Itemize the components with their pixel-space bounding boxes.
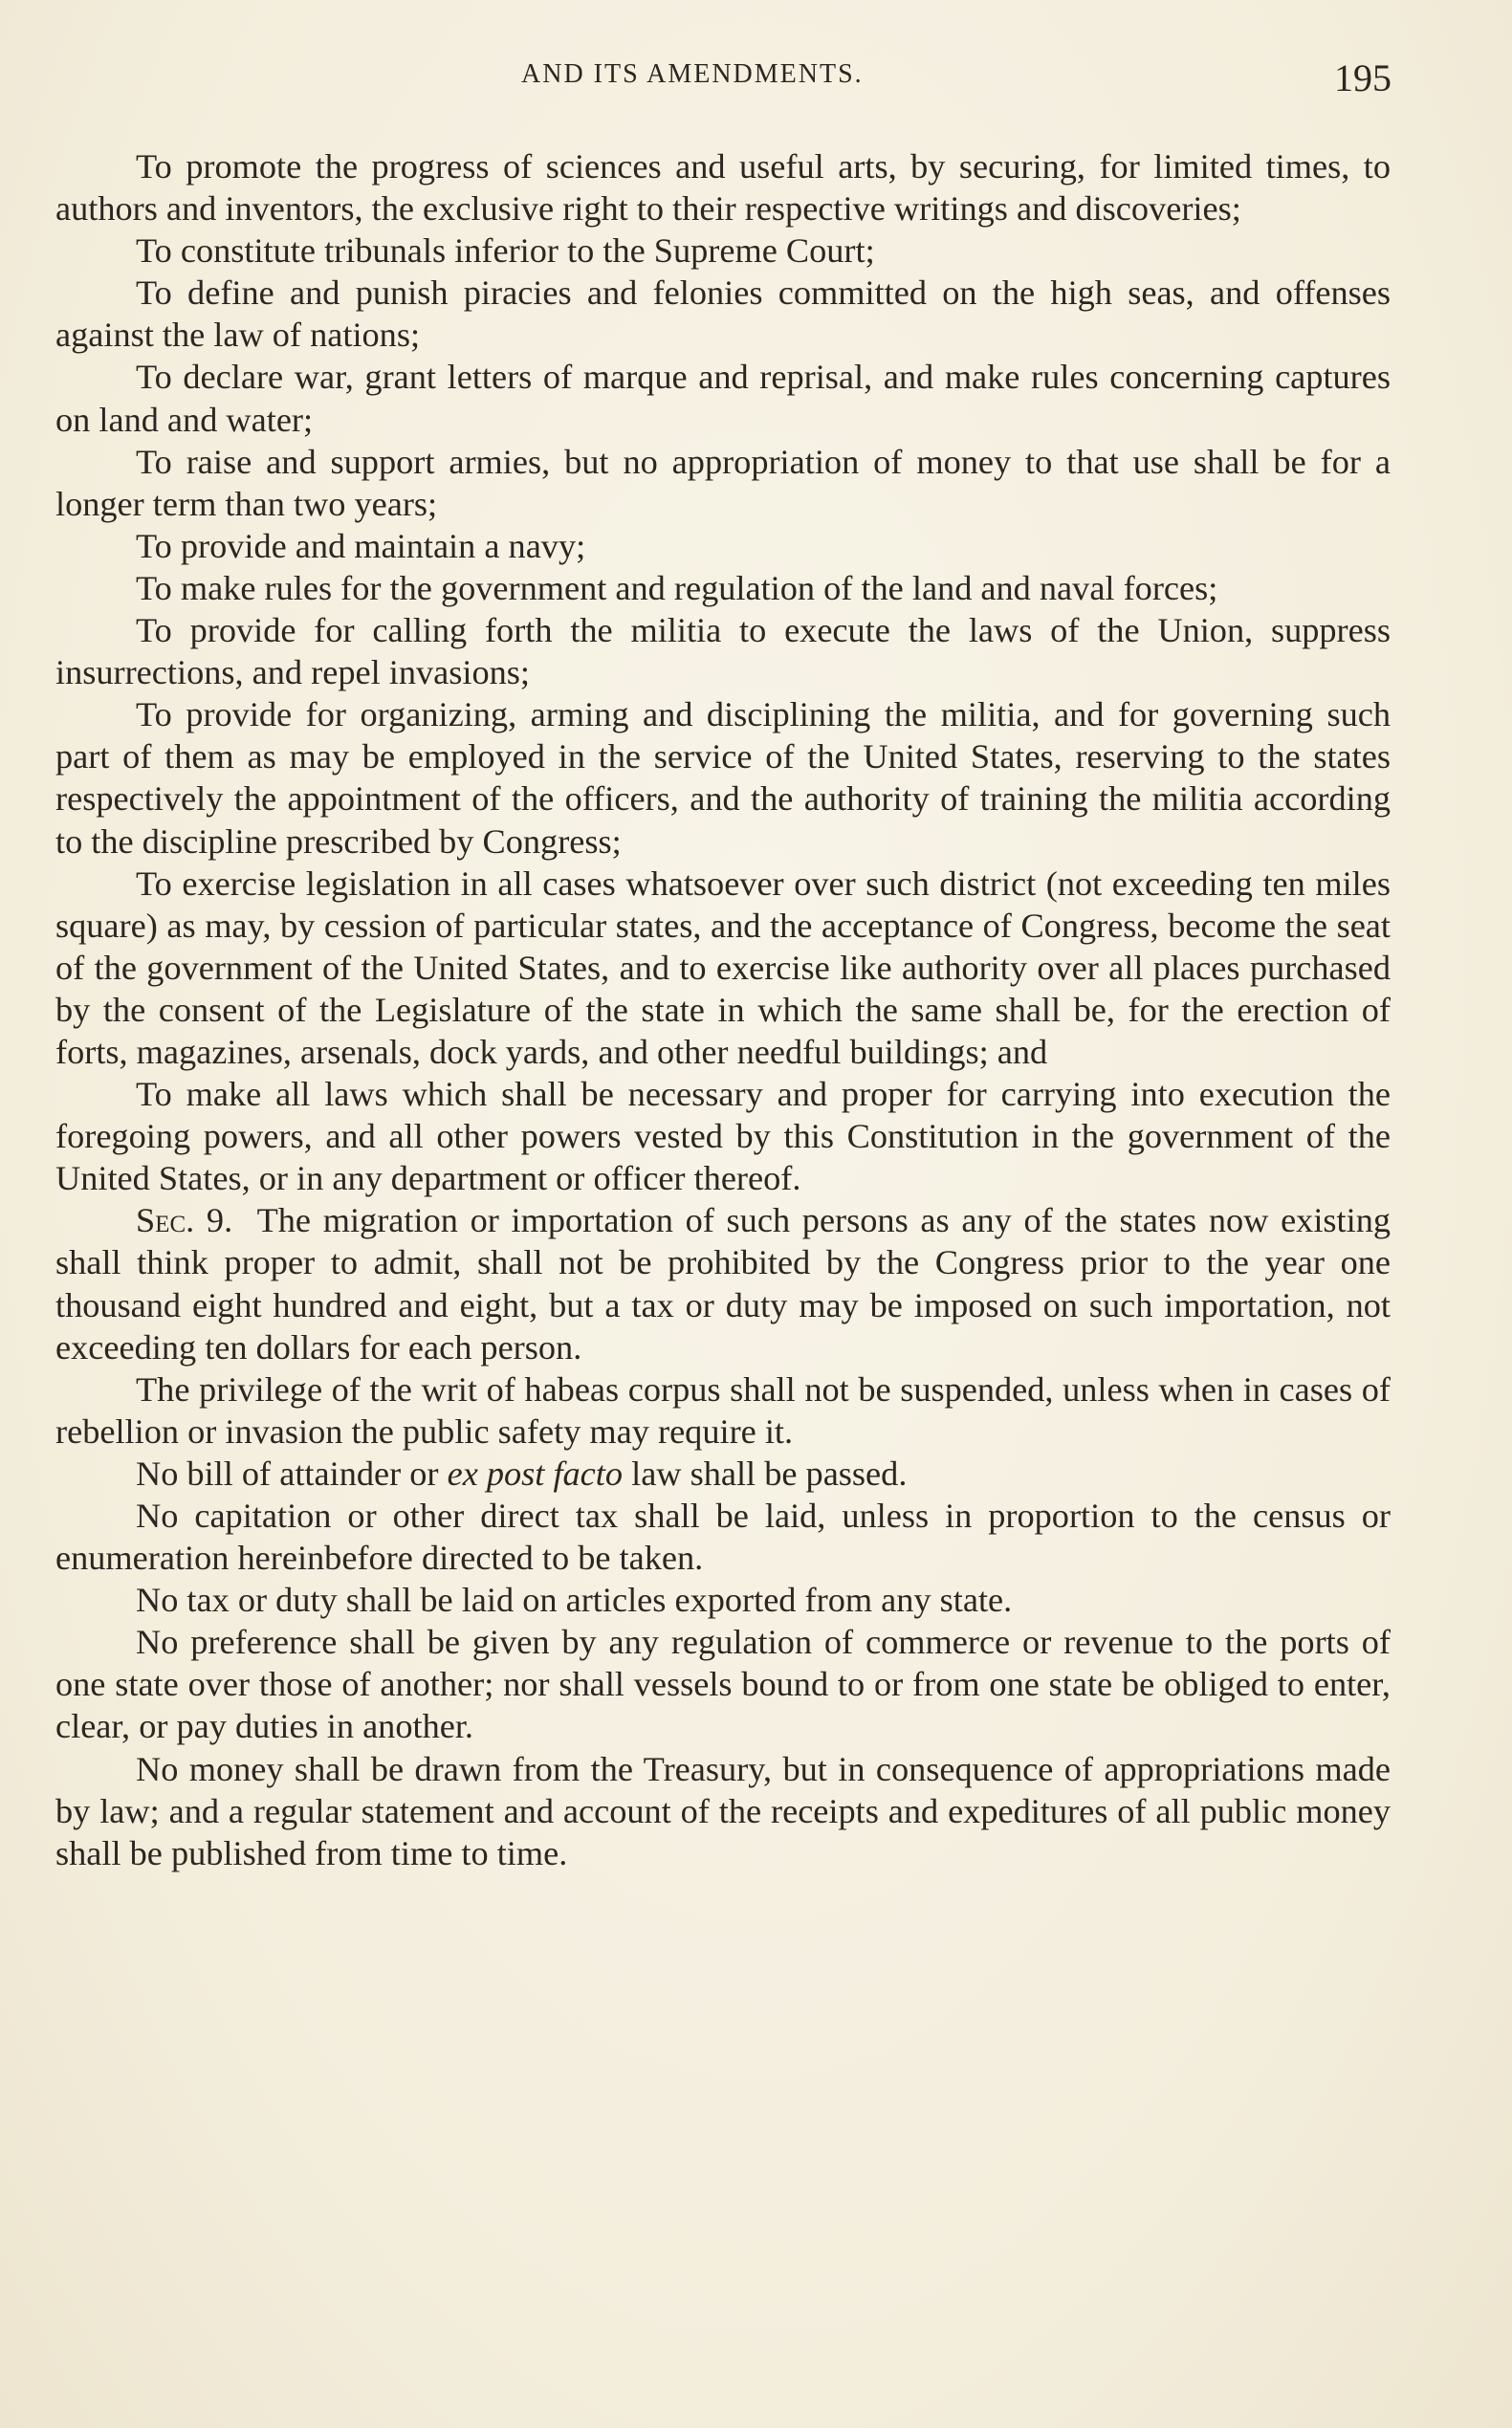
attainder-italic: ex post facto (447, 1454, 624, 1493)
section-text: The migration or importation of such persons as any of the states now existing shall think proper to admit, shall not be prohibited by the Congress prior to the year one thousand eight hundred and eight, but a tax or duty may be imposed on such importation, not exceeding ten dollars for each person. (55, 1201, 1391, 1367)
paragraph: To provide for calling forth the militia to execute the laws of the Union, suppress insurrections, and repel invasions; (55, 611, 1391, 692)
paragraph: To make rules for the government and regulation of the land and naval forces; (136, 568, 1218, 607)
paragraph: No capitation or other direct tax shall be laid, unless in proportion to the census or enumeration hereinbefore directed to be taken. (55, 1497, 1391, 1578)
paragraph: To provide and maintain a navy; (136, 526, 586, 565)
attainder-paragraph (55, 1453, 1391, 1495)
paragraph: No preference shall be given by any regulation of commerce or revenue to the ports of one state over those of another; nor shall vessels bound to or from one state be obliged to enter, clear, or pay duties in another. (55, 1623, 1391, 1746)
paragraph: To constitute tribunals inferior to the Supreme Court; (136, 231, 875, 271)
paragraph: No tax or duty shall be laid on articles exported from any state. (136, 1581, 1013, 1620)
section-label: Sec. 9. (136, 1201, 233, 1240)
paragraph: To declare war, grant letters of marque and reprisal, and make rules concerning captures on land and water; (55, 358, 1391, 439)
paragraph: To raise and support armies, but no appropriation of money to that use shall be for a longer term than two years; (55, 442, 1391, 523)
paragraph: To define and punish piracies and felonies committed on the high seas, and offenses against the law of nations; (55, 273, 1391, 355)
paragraph: To make all laws which shall be necessary and proper for carrying into execution the foregoing powers, and all other powers vested by this Constitution in the government of the United States, or in any department or officer thereof. (55, 1075, 1391, 1198)
paragraph: To provide for organizing, arming and disciplining the militia, and for governing such part of them as may be employed in the service of the United States, reserving to the states respectively the appointment of the officers, and the authority of training the militia according to the discipline prescribed by Congress; (55, 695, 1391, 861)
running-head: AND ITS AMENDMENTS. (521, 59, 864, 89)
body-text (55, 145, 1391, 1874)
attainder-text-before: No bill of attainder or (136, 1454, 448, 1493)
paragraph: To promote the progress of sciences and useful arts, by securing, for limited times, to authors and inventors, the exclusive right to their respective writings and discoveries; (55, 147, 1391, 229)
attainder-text-after: law shall be passed. (623, 1454, 908, 1493)
paragraph: No money shall be drawn from the Treasury, but in consequence of appropriations made by law; and a regular statement and account of the receipts and expeditures of all public money shall be published from time to time. (55, 1749, 1391, 1872)
section-9-paragraph (55, 1199, 1391, 1367)
page-number: 195 (1334, 56, 1391, 99)
habeas-paragraph: The privilege of the writ of habeas corpus shall not be suspended, unless when in cases of rebellion or invasion the public safety may require it. (55, 1369, 1391, 1451)
paragraph: To exercise legislation in all cases whatsoever over such district (not exceeding ten miles square) as may, by cession of particular states, and the acceptance of Congress, become the seat of the government of the United States, and to exercise like authority over all places purchased by the consent of the Legislature of the state in which the same shall be, for the erection of forts, magazines, arsenals, dock yards, and other needful buildings; and (55, 864, 1391, 1071)
